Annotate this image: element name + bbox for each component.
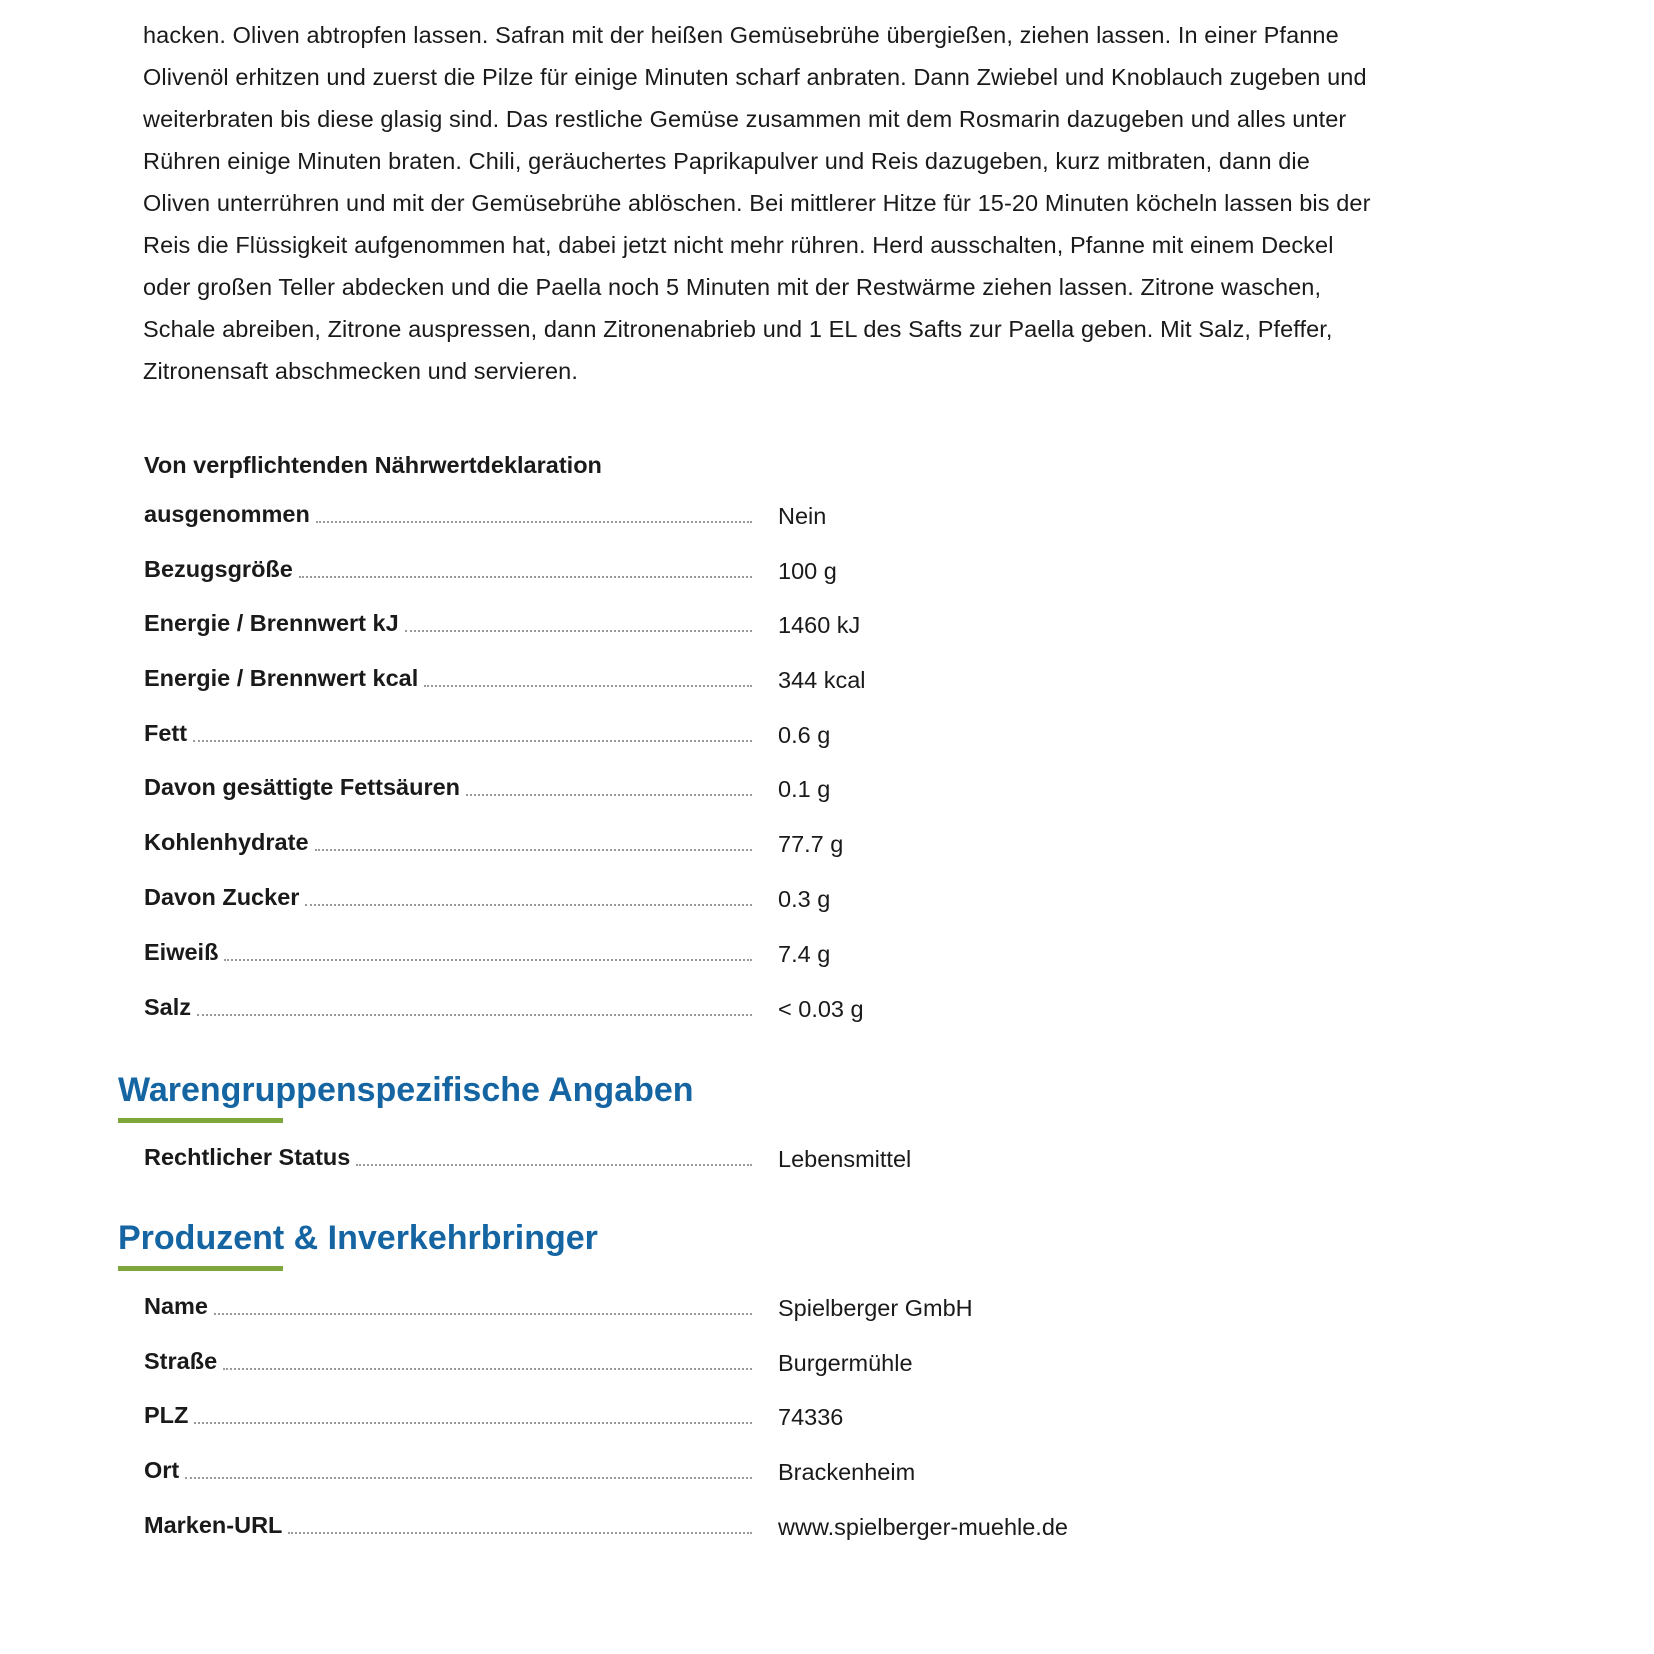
- row-value: < 0.03 g: [778, 996, 864, 1022]
- nutrition-declaration-heading: Von verpflichtenden Nährwertdeklaration: [144, 452, 602, 478]
- dot-leader: [214, 1313, 752, 1315]
- row-label: Energie / Brennwert kJ: [144, 610, 399, 636]
- row-label: ausgenommen: [144, 501, 310, 527]
- dot-leader: [405, 630, 752, 632]
- dot-leader: [356, 1164, 752, 1166]
- row-value: 344 kcal: [778, 667, 866, 693]
- dot-leader: [305, 904, 752, 906]
- dot-leader: [194, 1422, 752, 1424]
- row-label: Bezugsgröße: [144, 556, 293, 582]
- row-value: 0.1 g: [778, 776, 831, 802]
- row-label: Ort: [144, 1457, 180, 1483]
- nutrition-row-sugar: [144, 880, 1444, 920]
- dot-leader: [288, 1532, 752, 1534]
- nutrition-row-salt: [144, 990, 1444, 1030]
- row-value: 100 g: [778, 558, 837, 584]
- row-value: 1460 kJ: [778, 612, 861, 638]
- dot-leader: [224, 959, 752, 961]
- row-value: 74336: [778, 1404, 844, 1430]
- row-label: Fett: [144, 720, 188, 746]
- producer-postcode-row: [144, 1398, 1444, 1438]
- legal-status-row: [144, 1140, 1444, 1180]
- dot-leader: [316, 521, 752, 523]
- brand-url-value: www.spielberger-muehle.de: [778, 1514, 1068, 1540]
- producer-city-row: [144, 1453, 1444, 1493]
- row-label: Straße: [144, 1348, 218, 1374]
- row-label: Davon gesättigte Fettsäuren: [144, 774, 461, 800]
- row-label: Davon Zucker: [144, 884, 300, 910]
- nutrition-row-saturated-fat: [144, 770, 1444, 810]
- nutrition-row-energy-kj: [144, 606, 1444, 646]
- row-value: Brackenheim: [778, 1459, 916, 1485]
- nutrition-row-reference-size: [144, 552, 1444, 592]
- dot-leader: [193, 740, 752, 742]
- row-value: Lebensmittel: [778, 1146, 912, 1172]
- nutrition-row-fat: [144, 716, 1444, 756]
- row-value: Nein: [778, 503, 827, 529]
- row-label: Kohlenhydrate: [144, 829, 309, 855]
- nutrition-row-protein: [144, 935, 1444, 975]
- dot-leader: [299, 576, 752, 578]
- row-label: Name: [144, 1293, 209, 1319]
- nutrition-row-carbohydrates: [144, 825, 1444, 865]
- dot-leader: [466, 794, 752, 796]
- row-label: Energie / Brennwert kcal: [144, 665, 419, 691]
- producer-section-heading: Produzent & Inverkehrbringer: [118, 1219, 598, 1257]
- section-underline: [118, 1266, 283, 1271]
- row-label: Eiweiß: [144, 939, 219, 965]
- dot-leader: [424, 685, 752, 687]
- nutrition-row-energy-kcal: [144, 661, 1444, 701]
- row-value: Burgermühle: [778, 1350, 913, 1376]
- producer-name-row: [144, 1289, 1444, 1329]
- row-value: 0.3 g: [778, 886, 831, 912]
- dot-leader: [185, 1477, 752, 1479]
- row-value: 0.6 g: [778, 722, 831, 748]
- nutrition-row-exempt: [144, 497, 1444, 537]
- producer-brand-url-row: [144, 1508, 1444, 1548]
- dot-leader: [223, 1368, 752, 1370]
- row-label: Rechtlicher Status: [144, 1144, 351, 1170]
- row-label: Salz: [144, 994, 192, 1020]
- dot-leader: [197, 1014, 752, 1016]
- row-value: 7.4 g: [778, 941, 831, 967]
- producer-street-row: [144, 1344, 1444, 1384]
- section-underline: [118, 1118, 283, 1123]
- recipe-instructions-paragraph: hacken. Oliven abtropfen lassen. Safran mit der heißen Gemüsebrühe übergießen, ziehen lassen. In einer Pfanne Olivenöl erhitzen und zuerst die Pilze für einige Minuten scharf anbraten. Dann Zwiebel und Knoblauch zugeben und weiterbraten bis diese glasig sind. Das restliche Gemüse zusammen mit dem Rosmarin dazugeben und alles unter Rühren einige Minuten braten. Chili, geräuchertes Paprikapulver und Reis dazugeben, kurz mitbraten, dann die Oliven unterrühren und mit der Gemüsebrühe ablöschen. Bei mittlerer Hitze für 15-20 Minuten köcheln lassen bis der Reis die Flüssigkeit aufgenommen hat, dabei jetzt nicht mehr rühren. Herd ausschalten, Pfanne mit einem Deckel oder großen Teller abdecken und die Paella noch 5 Minuten mit der Restwärme ziehen lassen. Zitrone waschen, Schale abreiben, Zitrone auspressen, dann Zitronenabrieb und 1 EL des Safts zur Paella geben. Mit Salz, Pfeffer, Zitronensaft abschmecken und servieren.: [143, 22, 1371, 384]
- row-label: PLZ: [144, 1402, 189, 1428]
- row-label: Marken-URL: [144, 1512, 283, 1538]
- dot-leader: [315, 849, 752, 851]
- row-value: Spielberger GmbH: [778, 1295, 973, 1321]
- product-group-section-heading: Warengruppenspezifische Angaben: [118, 1071, 694, 1109]
- row-value: 77.7 g: [778, 831, 844, 857]
